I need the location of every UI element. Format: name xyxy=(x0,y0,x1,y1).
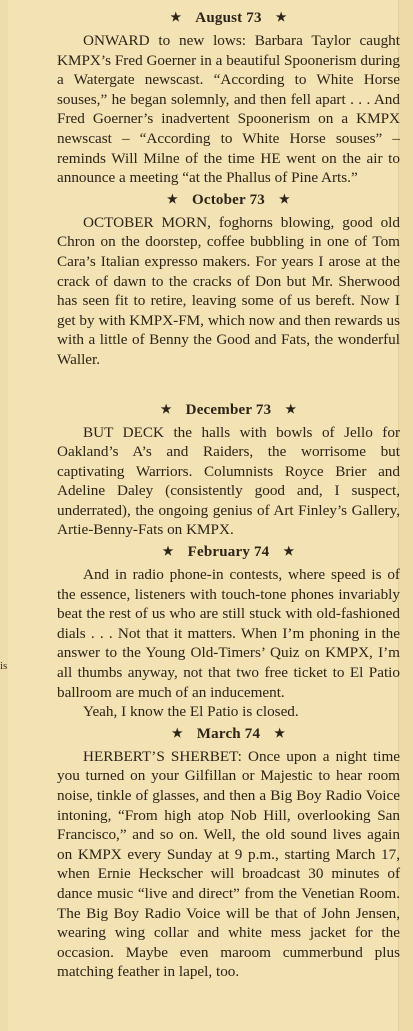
star-icon: ★ xyxy=(170,10,182,24)
section-date: March 74 xyxy=(196,725,261,742)
star-icon: ★ xyxy=(167,191,179,206)
section-date-heading xyxy=(57,10,400,27)
star-icon: ★ xyxy=(278,191,290,206)
column-text xyxy=(57,6,400,982)
star-icon: ★ xyxy=(160,401,172,416)
section-date: October 73 xyxy=(192,191,265,208)
star-icon: ★ xyxy=(274,725,286,740)
section-date-heading xyxy=(57,544,400,561)
star-icon: ★ xyxy=(162,544,174,559)
star-icon: ★ xyxy=(171,725,183,740)
section-paragraph: Yeah, I know the El Patio is closed. xyxy=(83,703,299,721)
star-icon: ★ xyxy=(283,544,295,559)
section-date: August 73 xyxy=(195,10,262,26)
section-date-heading xyxy=(57,192,400,209)
section-paragraph: And in radio phone-in contests, where speed is of the essence, listeners with touch-tone phones invariably beat the rest of us who are still stuck with old-fashioned dials . . . Not that it matters. When I’m phoning in the answer to the Young Old-Timers’ Quiz on KMPX, I’m all thumbs anyway, not that two free ticket to El Patio ballroom are much of an inducement. xyxy=(57,566,400,701)
section-paragraph: OCTOBER MORN, foghorns blowing, good old Chron on the doorstep, coffee bubbling in one of Tom Cara’s Italian expresso makers. For years I arose at the crack of dawn to the cracks of Don but Mr. Sherwood has seen fit to retire, leaving some of us bereft. Now I get by with KMPX-FM, which now and then rewards us with a little of Benny the Good and Fats, the wonderful Waller. xyxy=(57,213,400,368)
right-page-edge xyxy=(398,0,413,1031)
star-icon: ★ xyxy=(285,401,297,416)
section-gap xyxy=(57,370,400,398)
section-date: February 74 xyxy=(187,544,270,561)
star-icon: ★ xyxy=(275,10,287,24)
section-paragraph: BUT DECK the halls with bowls of Jello for Oakland’s A’s and Raiders, the worrisome but captivating Warriors. Columnists Royce Brier and Adeline Daley (consistently good and, I suspect, underrated), the ongoing genius of Art Finley’s Gallery, Artie-Benny-Fats on KMPX. xyxy=(57,423,400,539)
left-page-edge xyxy=(0,0,8,1031)
section-paragraph: HERBERT’S SHERBET: Once upon a night time you turned on your Gilfillan or Majestic to hear room noise, tinkle of glasses, and then a Big Boy Radio Voice intoning, “From high atop Nob Hill, overlooking San Francisco,” and so on. Well, the old sound lives again on KMPX every Sunday at 9 p.m., starting March 17, when Ernie Heckscher will broadcast 30 minutes of dance music “live and direct” from the Venetian Room. The Big Boy Radio Voice will be that of John Jensen, wearing wing collar and white mess jacket for the occasion. Maybe even maroom cummerbund plus matching feather in lapel, too. xyxy=(57,747,400,981)
section-date-heading xyxy=(57,402,400,419)
section-date: December 73 xyxy=(185,401,272,418)
section-paragraph: ONWARD to new lows: Barbara Taylor caught KMPX’s Fred Goerner in a beautiful Spoonerism during a Watergate newscast. “According to White Horse souses,” he began solemnly, and then fell apart . . . And Fred Goerner’s inadvertent Spoonerism on a KMPX newscast – “According to White Horse souses” – reminds Will Milne of the time HE went on the air to announce a meeting “at the Phallus of Pine Arts.” xyxy=(57,32,400,187)
margin-text-fragment: is xyxy=(0,660,8,672)
section-date-heading xyxy=(57,726,400,743)
